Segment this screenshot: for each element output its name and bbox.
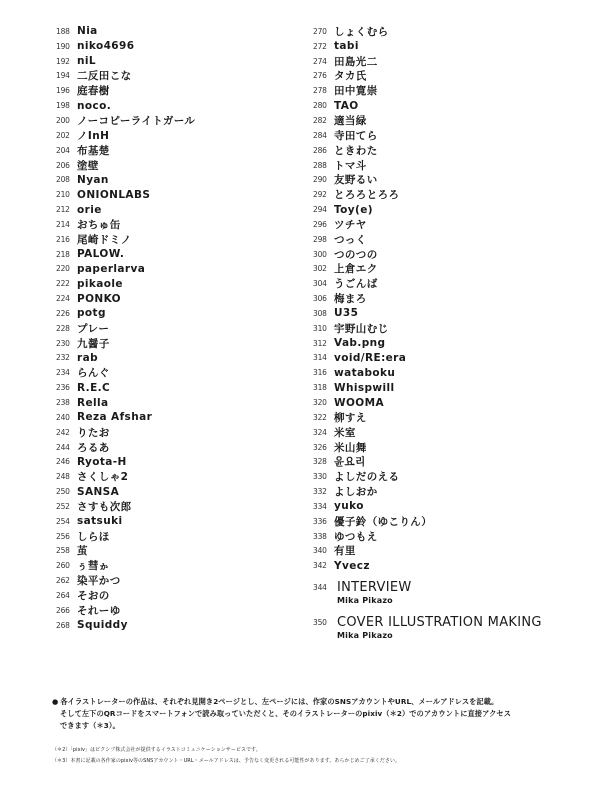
artist-name: TAO <box>334 99 359 112</box>
page-number: 190 <box>56 41 70 51</box>
page-number: 228 <box>56 323 70 333</box>
artist-name: 有里 <box>334 545 356 558</box>
artist-name: 茧 <box>77 545 88 558</box>
page-number: 188 <box>56 26 70 36</box>
toc-entry <box>313 143 593 158</box>
toc-entry <box>56 351 296 366</box>
page-number: 276 <box>313 71 327 81</box>
toc-entry <box>56 39 296 54</box>
notes-block <box>52 696 572 732</box>
note-main <box>52 696 572 732</box>
artist-name: しらほ <box>77 530 110 543</box>
artist-name: しょくむら <box>334 25 389 38</box>
toc-entry <box>313 98 593 113</box>
toc-entry <box>56 454 296 469</box>
toc-entry <box>56 484 296 499</box>
toc-entry <box>56 573 296 588</box>
artist-name: R.E.C <box>77 381 111 394</box>
toc-entry <box>56 558 296 573</box>
artist-name: 庭春樹 <box>77 85 110 98</box>
artist-name: 友野るい <box>334 174 378 187</box>
toc-entry <box>313 469 593 484</box>
artist-name: よしおか <box>334 486 378 499</box>
artist-name: tabi <box>334 40 359 53</box>
toc-entry <box>56 113 296 128</box>
toc-entry <box>56 469 296 484</box>
toc-entry <box>313 202 593 217</box>
page-number: 268 <box>56 620 70 630</box>
page-number: 282 <box>313 115 327 125</box>
artist-name: Squiddy <box>77 619 128 632</box>
page-number: 240 <box>56 412 70 422</box>
artist-name: satsuki <box>77 515 123 528</box>
page-number: 326 <box>313 442 327 452</box>
page-number: 286 <box>313 145 327 155</box>
artist-name: つのつの <box>334 248 378 261</box>
page-number: 320 <box>313 398 327 408</box>
bullet-icon: ● <box>52 697 59 706</box>
artist-name: rab <box>77 351 98 364</box>
artist-name: PONKO <box>77 292 121 305</box>
toc-entry <box>313 54 593 69</box>
note-line-2: そして左下のQRコードをスマートフォンで読み取っていただくと、そのイラストレーターのpixiv（＊2）でのアカウントに直接アクセス <box>60 709 512 718</box>
artist-name: それーゆ <box>77 604 121 617</box>
section-cover-making <box>313 615 542 640</box>
artist-name: orie <box>77 203 102 216</box>
toc-entry <box>56 588 296 603</box>
page-number: 230 <box>56 338 70 348</box>
artist-name: さすも次郎 <box>77 500 132 513</box>
page-number: 314 <box>313 353 327 363</box>
artist-name: 九醤子 <box>77 337 110 350</box>
page-number: 318 <box>313 383 327 393</box>
artist-name: Rella <box>77 396 109 409</box>
page-number: 308 <box>313 308 327 318</box>
toc-entry <box>313 276 593 291</box>
page-number: 252 <box>56 501 70 511</box>
toc-entry <box>56 544 296 559</box>
toc-entry <box>313 351 593 366</box>
toc-entry <box>56 336 296 351</box>
toc-entry <box>56 395 296 410</box>
toc-entry <box>313 83 593 98</box>
page-number: 270 <box>313 26 327 36</box>
artist-name: 適当緑 <box>334 114 367 127</box>
page-number: 212 <box>56 205 70 215</box>
toc-entry <box>56 410 296 425</box>
artist-name: ときわた <box>334 144 378 157</box>
artist-name: よしだのえる <box>334 471 400 484</box>
toc-entry <box>56 618 296 633</box>
toc-entry <box>56 69 296 84</box>
page-number: 232 <box>56 353 70 363</box>
artist-name: つっく <box>334 233 367 246</box>
toc-entry <box>313 158 593 173</box>
artist-name: ツチヤ <box>334 218 367 231</box>
artist-name: Vab.png <box>334 337 386 350</box>
toc-entry <box>56 291 296 306</box>
section-page-number: 344 <box>313 583 327 592</box>
toc-entry <box>313 499 593 514</box>
page-number: 204 <box>56 145 70 155</box>
page-number: 216 <box>56 234 70 244</box>
page-number: 280 <box>313 101 327 111</box>
toc-entry <box>56 83 296 98</box>
page-number: 312 <box>313 338 327 348</box>
artist-name: WOOMA <box>334 396 385 409</box>
page-number: 334 <box>313 501 327 511</box>
artist-name: Toy(e) <box>334 203 373 216</box>
artist-name: ノーコピーライトガール <box>77 114 196 127</box>
toc-entry <box>313 128 593 143</box>
page-number: 330 <box>313 472 327 482</box>
page-number: 284 <box>313 130 327 140</box>
artist-name: 染平かつ <box>77 575 121 588</box>
page-number: 274 <box>313 56 327 66</box>
page-number: 306 <box>313 294 327 304</box>
artist-name: ゆつもえ <box>334 530 378 543</box>
artist-name: pikaole <box>77 277 123 290</box>
artist-name: 米室 <box>334 426 356 439</box>
page-number: 208 <box>56 175 70 185</box>
artist-name: wataboku <box>334 366 396 379</box>
artist-name: とろろとろろ <box>334 189 400 202</box>
toc-entry <box>56 54 296 69</box>
page-number: 290 <box>313 175 327 185</box>
toc-entry <box>313 544 593 559</box>
section-title: INTERVIEW <box>337 580 412 595</box>
contents-list-left <box>56 24 296 633</box>
artist-name: 上倉エク <box>334 263 378 276</box>
toc-entry <box>56 143 296 158</box>
toc-entry <box>56 440 296 455</box>
page-number: 250 <box>56 487 70 497</box>
artist-name: Ryota-H <box>77 455 127 468</box>
page-number: 196 <box>56 86 70 96</box>
page-number: 200 <box>56 115 70 125</box>
page-number: 224 <box>56 294 70 304</box>
page-number: 316 <box>313 368 327 378</box>
toc-entry <box>56 365 296 380</box>
page-number: 272 <box>313 41 327 51</box>
page-number: 258 <box>56 546 70 556</box>
artist-name: ノInH <box>77 129 110 142</box>
toc-entry <box>56 98 296 113</box>
toc-entry <box>313 395 593 410</box>
page-number: 264 <box>56 590 70 600</box>
artist-name: SANSA <box>77 485 120 498</box>
section-subtitle: Mika Pikazo <box>337 631 393 640</box>
toc-entry <box>313 187 593 202</box>
artist-name: ONIONLABS <box>77 188 151 201</box>
page-number: 198 <box>56 101 70 111</box>
page-number: 262 <box>56 576 70 586</box>
artist-name: Reza Afshar <box>77 411 153 424</box>
section-subtitle: Mika Pikazo <box>337 596 393 605</box>
toc-entry <box>313 380 593 395</box>
page-number: 266 <box>56 605 70 615</box>
toc-entry <box>313 113 593 128</box>
toc-entry <box>313 172 593 187</box>
artist-name: paperlarva <box>77 262 146 275</box>
artist-name: 塗壁 <box>77 159 99 172</box>
page-number: 342 <box>313 561 327 571</box>
page-number: 304 <box>313 279 327 289</box>
toc-entry <box>56 529 296 544</box>
page-number: 324 <box>313 427 327 437</box>
toc-entry <box>56 217 296 232</box>
artist-name: U35 <box>334 307 359 320</box>
page-number: 242 <box>56 427 70 437</box>
artist-name: Whispwill <box>334 381 395 394</box>
toc-entry <box>56 232 296 247</box>
toc-entry <box>313 454 593 469</box>
toc-entry <box>56 425 296 440</box>
page-number: 210 <box>56 190 70 200</box>
toc-entry <box>313 514 593 529</box>
artist-name: 尾崎ドミノ <box>77 233 132 246</box>
toc-entry <box>313 336 593 351</box>
toc-entry <box>56 514 296 529</box>
toc-entry <box>56 172 296 187</box>
toc-entry <box>313 24 593 39</box>
page-number: 298 <box>313 234 327 244</box>
page-number: 310 <box>313 323 327 333</box>
toc-entry <box>313 291 593 306</box>
page-number: 322 <box>313 412 327 422</box>
artist-name: void/RE:era <box>334 351 407 364</box>
page-number: 246 <box>56 457 70 467</box>
toc-entry <box>313 484 593 499</box>
page-number: 206 <box>56 160 70 170</box>
page-number: 192 <box>56 56 70 66</box>
toc-entry <box>56 247 296 262</box>
artist-name: 윤요리 <box>334 456 366 469</box>
artist-name: Nia <box>77 25 98 38</box>
toc-entry <box>313 440 593 455</box>
toc-entry <box>313 425 593 440</box>
artist-name: ぅ彗ゕ <box>77 560 110 573</box>
artist-name: ろるあ <box>77 441 110 454</box>
page-number: 226 <box>56 308 70 318</box>
toc-entry <box>56 158 296 173</box>
page-number: 278 <box>313 86 327 96</box>
page-number: 194 <box>56 71 70 81</box>
page-number: 288 <box>313 160 327 170</box>
page-number: 222 <box>56 279 70 289</box>
artist-name: プレー <box>77 322 110 335</box>
artist-name: 田中寛崇 <box>334 85 378 98</box>
page-number: 328 <box>313 457 327 467</box>
page-number: 248 <box>56 472 70 482</box>
page-number: 256 <box>56 531 70 541</box>
toc-entry <box>313 365 593 380</box>
artist-name: 寺田てら <box>334 129 378 142</box>
artist-name: タカ氏 <box>334 70 367 83</box>
toc-entry <box>56 321 296 336</box>
artist-name: noco. <box>77 99 112 112</box>
page-number: 202 <box>56 130 70 140</box>
page-number: 236 <box>56 383 70 393</box>
page-number: 220 <box>56 264 70 274</box>
contents-list-right <box>313 24 593 573</box>
artist-name: トマ斗 <box>334 159 367 172</box>
page-number: 340 <box>313 546 327 556</box>
toc-entry <box>313 558 593 573</box>
artist-name: おちゅ缶 <box>77 218 121 231</box>
page-number: 214 <box>56 219 70 229</box>
artist-name: さくしゃ2 <box>77 471 129 484</box>
artist-name: 宇野山むじ <box>334 322 389 335</box>
artist-name: 梅まろ <box>334 293 367 306</box>
toc-entry <box>313 69 593 84</box>
page-number: 244 <box>56 442 70 452</box>
artist-name: Nyan <box>77 173 109 186</box>
toc-entry <box>313 410 593 425</box>
section-interview <box>313 580 412 605</box>
page-number: 336 <box>313 516 327 526</box>
footnote-2: （＊2）「pixiv」はピクシブ株式会社が提供するイラストコミュニケーションサービスです。 <box>52 747 261 753</box>
toc-entry <box>313 306 593 321</box>
page-number: 338 <box>313 531 327 541</box>
toc-entry <box>56 262 296 277</box>
artist-name: 田島光二 <box>334 55 378 68</box>
toc-entry <box>313 321 593 336</box>
artist-name: Yvecz <box>334 559 370 572</box>
page-number: 234 <box>56 368 70 378</box>
toc-entry <box>313 262 593 277</box>
artist-name: niko4696 <box>77 40 135 53</box>
footnote-3: （＊3）本書に記載の各作家のpixiv等のSNSアカウント・URL・メールアドレスは、予告なく変更される可能性があります。あらかじめご了承ください。 <box>52 758 401 764</box>
artist-name: 米山舞 <box>334 441 367 454</box>
page-number: 300 <box>313 249 327 259</box>
note-line-1: 各イラストレーターの作品は、それぞれ見開き2ページとし、左ページには、作家のSNSアカウントやURL、メールアドレスを記載。 <box>60 697 499 706</box>
artist-name: niL <box>77 55 96 68</box>
page-number: 260 <box>56 561 70 571</box>
toc-entry <box>56 202 296 217</box>
toc-entry <box>56 128 296 143</box>
note-line-3: できます（＊3）。 <box>60 721 120 730</box>
toc-entry <box>313 39 593 54</box>
toc-entry <box>56 380 296 395</box>
toc-entry <box>56 187 296 202</box>
artist-name: らんぐ <box>77 367 110 380</box>
toc-entry <box>56 24 296 39</box>
page-number: 294 <box>313 205 327 215</box>
page-number: 302 <box>313 264 327 274</box>
section-title: COVER ILLUSTRATION MAKING <box>337 615 542 630</box>
artist-name: 柳すえ <box>334 411 367 424</box>
artist-name: PALOW. <box>77 248 125 261</box>
toc-entry <box>313 529 593 544</box>
toc-entry <box>56 276 296 291</box>
page-number: 238 <box>56 398 70 408</box>
artist-name: yuko <box>334 500 364 513</box>
artist-name: 二反田こな <box>77 70 132 83</box>
page-number: 332 <box>313 487 327 497</box>
toc-entry <box>56 499 296 514</box>
toc-entry <box>56 306 296 321</box>
artist-name: 布基楚 <box>77 144 110 157</box>
artist-name: りたお <box>77 426 110 439</box>
artist-name: potg <box>77 307 106 320</box>
artist-name: うごんば <box>334 278 378 291</box>
toc-entry <box>56 603 296 618</box>
artist-name: 優子鈴（ゆこりん） <box>334 515 433 528</box>
artist-name: そおの <box>77 589 110 602</box>
toc-entry <box>313 247 593 262</box>
toc-entry <box>313 232 593 247</box>
toc-entry <box>313 217 593 232</box>
page-number: 254 <box>56 516 70 526</box>
page-number: 292 <box>313 190 327 200</box>
page-number: 296 <box>313 219 327 229</box>
section-page-number: 350 <box>313 618 327 627</box>
page-number: 218 <box>56 249 70 259</box>
